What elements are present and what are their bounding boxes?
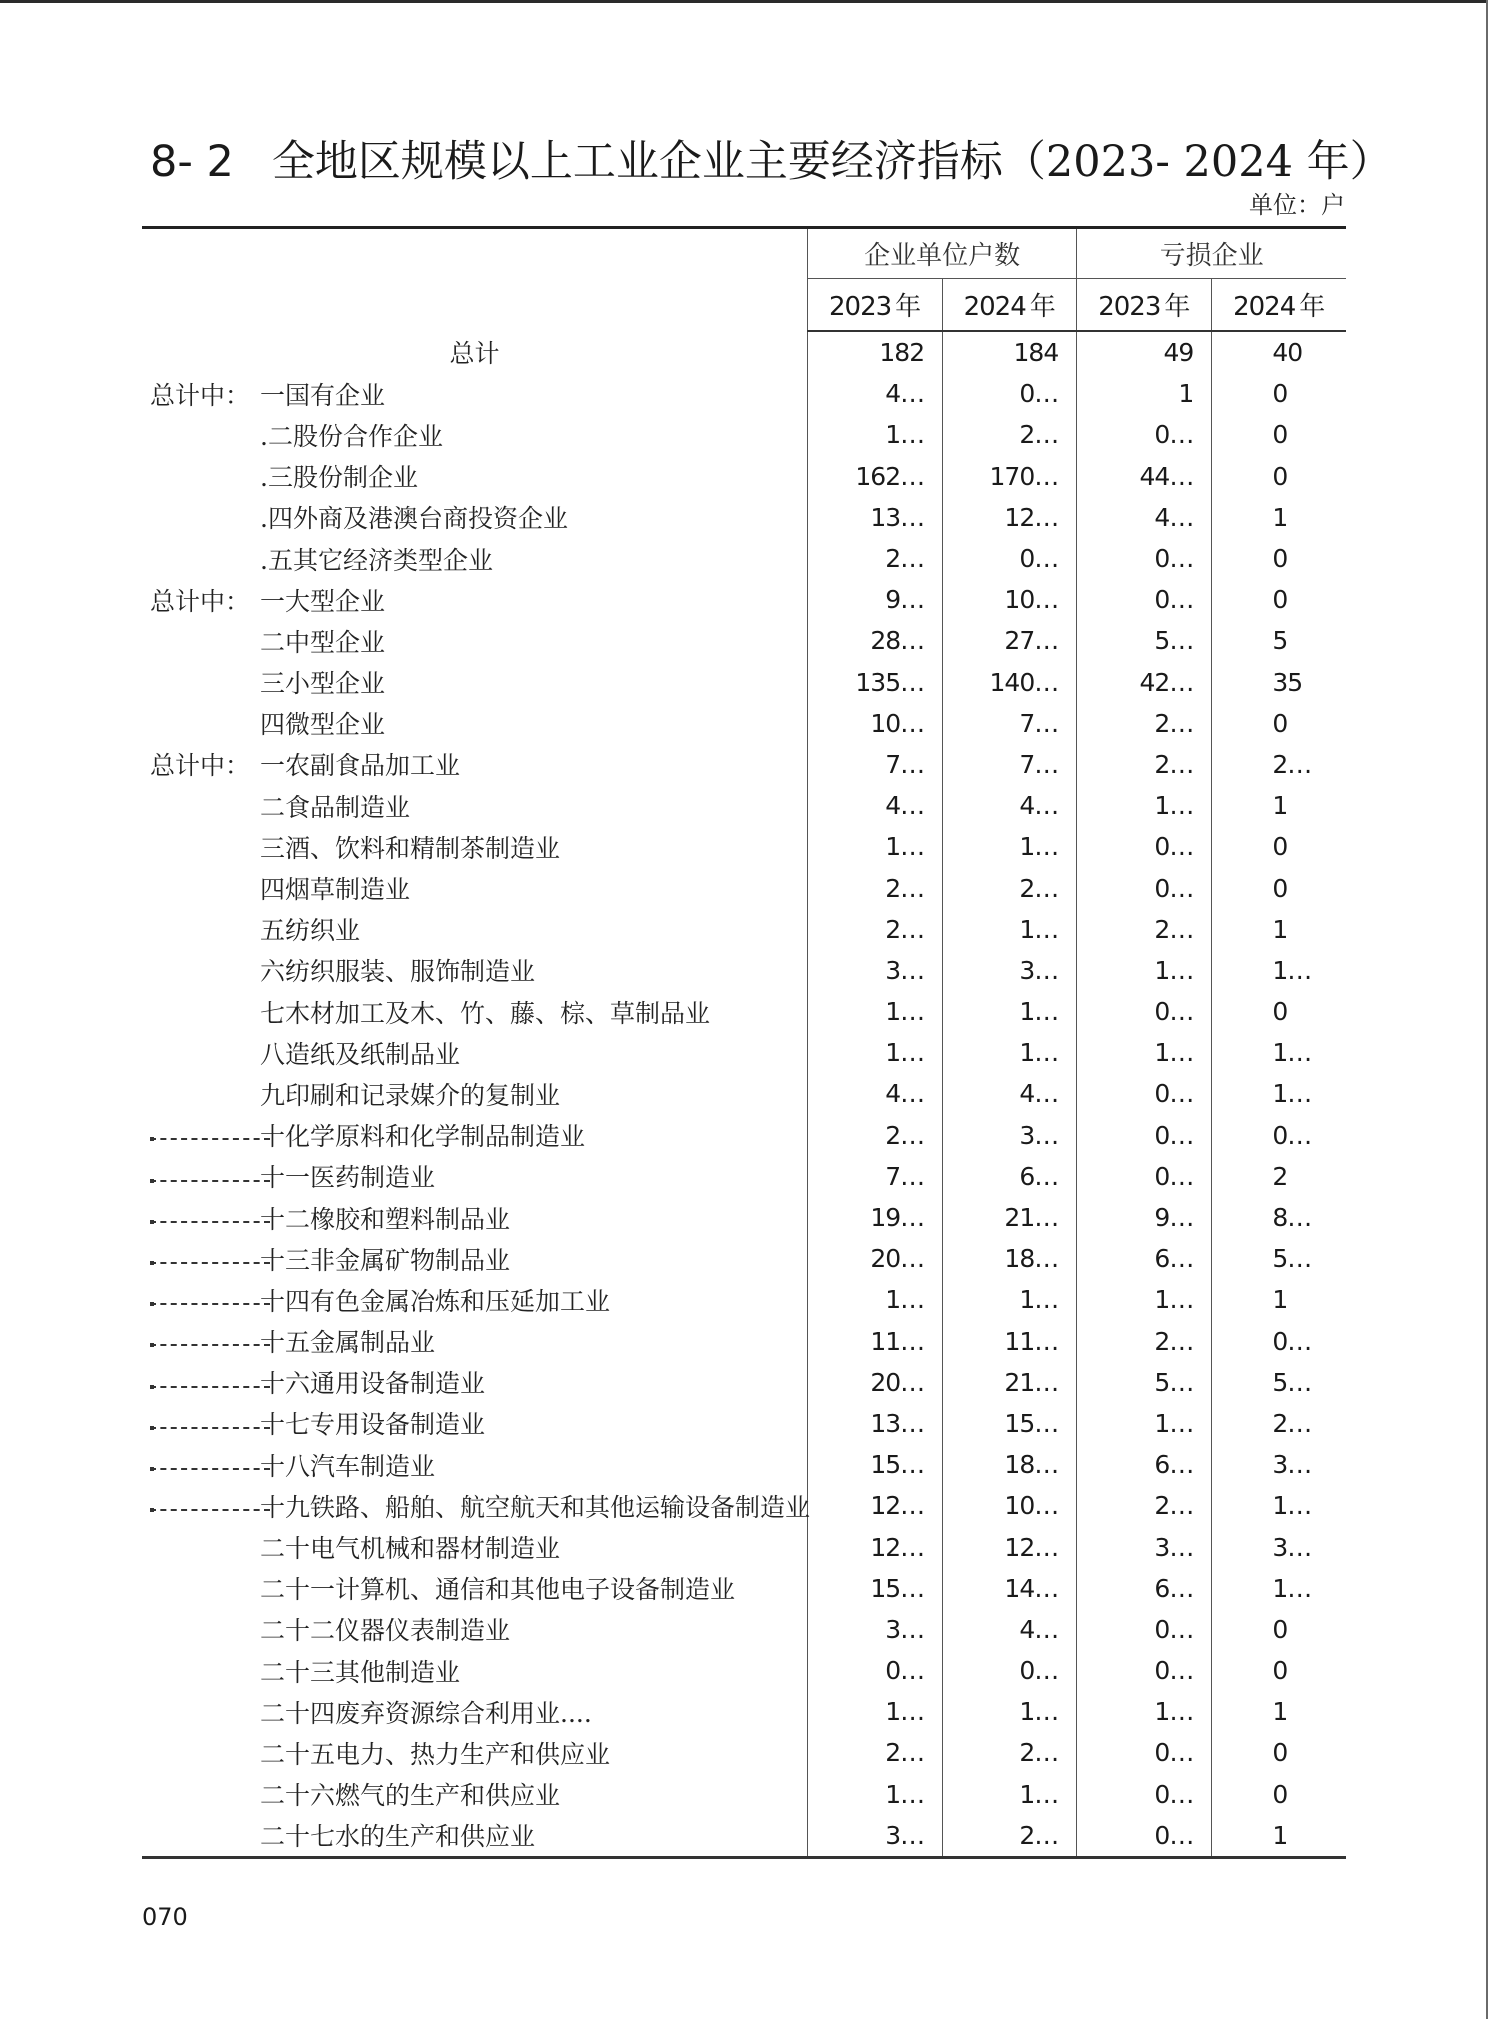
table-row (142, 620, 1346, 661)
value-cell: 1… (1077, 785, 1212, 826)
value-cell: 21… (943, 1362, 1077, 1403)
table-row (142, 538, 1346, 579)
row-label: 十化学原料和化学制品制造业 (260, 1122, 586, 1152)
table-row (142, 826, 1346, 867)
value-cell: 0 (1212, 1774, 1346, 1815)
value-cell: 7… (943, 744, 1077, 785)
value-cell: 3… (1212, 1444, 1346, 1485)
value-cell: 170… (943, 456, 1077, 497)
value-cell: 0 (1212, 579, 1346, 620)
table-row (142, 1526, 1346, 1567)
table-row (142, 1568, 1346, 1609)
dotted-leader-line (150, 1262, 270, 1264)
value-cell: 2… (943, 867, 1077, 908)
value-cell: 2… (1212, 744, 1346, 785)
table-row (142, 1444, 1346, 1485)
row-label-cell (142, 1609, 808, 1650)
row-label-cell (142, 1691, 808, 1732)
value-cell: 19… (808, 1197, 943, 1238)
dotted-leader-line (150, 1468, 270, 1470)
table-row (142, 662, 1346, 703)
row-label-cell (142, 1444, 808, 1485)
value-cell: 4… (943, 1609, 1077, 1650)
row-label: 二十四废弃资源综合利用业.... (260, 1698, 592, 1728)
value-cell: 12… (943, 497, 1077, 538)
row-label: 总计 (449, 339, 500, 369)
row-label-cell (142, 1526, 808, 1567)
table-row (142, 703, 1346, 744)
value-cell: 0… (1212, 1115, 1346, 1156)
value-cell: 10… (943, 579, 1077, 620)
value-cell: 2 (1212, 1156, 1346, 1197)
value-cell: 1… (1077, 1403, 1212, 1444)
table-row (142, 1115, 1346, 1156)
table-row (142, 1073, 1346, 1114)
row-prefix: 总计中： (150, 751, 251, 781)
dotted-leader-line (150, 1138, 270, 1140)
row-label: 十五金属制品业 (260, 1328, 436, 1358)
row-label: .三股份制企业 (260, 463, 418, 493)
value-cell: 0… (943, 538, 1077, 579)
value-cell: 2… (943, 1732, 1077, 1773)
table-row (142, 1156, 1346, 1197)
value-cell: 3… (808, 950, 943, 991)
dotted-leader-line (150, 1386, 270, 1388)
value-cell: 1… (808, 1691, 943, 1732)
value-cell: 3… (1077, 1526, 1212, 1567)
value-cell: 35 (1212, 662, 1346, 703)
row-label-cell (142, 1032, 808, 1073)
value-cell: 0 (1212, 456, 1346, 497)
header-row-groups (142, 228, 1346, 279)
value-cell: 7… (943, 703, 1077, 744)
value-cell: 0… (1077, 1073, 1212, 1114)
table-row (142, 1279, 1346, 1320)
row-label: 七木材加工及木、竹、藤、棕、草制品业 (260, 998, 711, 1028)
value-cell: 1 (1212, 1815, 1346, 1858)
table-row (142, 991, 1346, 1032)
page-title (150, 136, 1393, 188)
row-prefix: 总计中： (150, 586, 251, 616)
row-label-cell (142, 744, 808, 785)
row-label: 二十三其他制造业 (260, 1657, 461, 1687)
value-cell: 7… (808, 744, 943, 785)
value-cell: 0… (1077, 1774, 1212, 1815)
row-label: 八造纸及纸制品业 (260, 1039, 461, 1069)
table-row (142, 1609, 1346, 1650)
value-cell: 1… (1212, 1073, 1346, 1114)
value-cell: 2… (808, 1115, 943, 1156)
row-label-cell (142, 785, 808, 826)
row-label-cell (142, 950, 808, 991)
row-label-cell (142, 1197, 808, 1238)
row-label: 一大型企业 (260, 586, 386, 616)
value-cell: 1… (808, 1279, 943, 1320)
header-year-value: 2024 (963, 292, 1026, 322)
value-cell: 8… (1212, 1197, 1346, 1238)
value-cell: 1… (943, 1279, 1077, 1320)
value-cell: 2… (1077, 1485, 1212, 1526)
row-label: 五纺织业 (260, 916, 361, 946)
dotted-leader-line (150, 1509, 270, 1511)
value-cell: 1 (1212, 497, 1346, 538)
row-label-cell (142, 909, 808, 950)
value-cell: 1… (943, 1774, 1077, 1815)
row-label-cell (142, 373, 808, 414)
value-cell: 13… (808, 497, 943, 538)
table-row (142, 950, 1346, 991)
value-cell: 12… (808, 1485, 943, 1526)
value-cell: 2… (1077, 909, 1212, 950)
value-cell: 1 (1212, 909, 1346, 950)
row-label: 十八汽车制造业 (260, 1451, 436, 1481)
header-year (1212, 279, 1346, 332)
value-cell: 2… (1077, 703, 1212, 744)
value-cell: 3… (943, 1115, 1077, 1156)
value-cell: 162… (808, 456, 943, 497)
value-cell: 0… (1077, 1732, 1212, 1773)
row-label: 十二橡胶和塑料制品业 (260, 1204, 511, 1234)
value-cell: 0… (808, 1650, 943, 1691)
header-year-value: 2023 (828, 292, 892, 322)
row-label: 二十七水的生产和供应业 (260, 1822, 536, 1852)
value-cell: 3… (808, 1609, 943, 1650)
value-cell: 0 (1212, 1650, 1346, 1691)
header-year-suffix: 年 (1299, 292, 1326, 322)
value-cell: 1… (1077, 1279, 1212, 1320)
row-label-cell (142, 497, 808, 538)
value-cell: 0 (1212, 538, 1346, 579)
value-cell: 1… (808, 414, 943, 455)
value-cell: 5… (1077, 1362, 1212, 1403)
value-cell: 0… (1077, 538, 1212, 579)
value-cell: 4… (943, 785, 1077, 826)
table-row (142, 1691, 1346, 1732)
value-cell: 6… (1077, 1568, 1212, 1609)
value-cell: 1… (943, 1691, 1077, 1732)
value-cell: 0… (1077, 1115, 1212, 1156)
value-cell: 0… (1077, 867, 1212, 908)
row-label: 二十五电力、热力生产和供应业 (260, 1739, 611, 1769)
table-row (142, 867, 1346, 908)
value-cell: 42… (1077, 662, 1212, 703)
value-cell: 1… (808, 991, 943, 1032)
value-cell: 1… (943, 826, 1077, 867)
value-cell: 2… (943, 414, 1077, 455)
row-label-cell (142, 414, 808, 455)
row-label-cell (142, 1568, 808, 1609)
table-row (142, 1321, 1346, 1362)
value-cell: 1… (1212, 1032, 1346, 1073)
value-cell: 1… (1077, 950, 1212, 991)
table-row (142, 1485, 1346, 1526)
value-cell: 4… (943, 1073, 1077, 1114)
value-cell: 1 (1212, 785, 1346, 826)
value-cell: 20… (808, 1362, 943, 1403)
value-cell: 1 (1212, 1279, 1346, 1320)
value-cell: 0… (1212, 1321, 1346, 1362)
value-cell: 4… (808, 373, 943, 414)
table-row (142, 1650, 1346, 1691)
row-label: 二中型企业 (260, 627, 386, 657)
row-label: 十七专用设备制造业 (260, 1410, 486, 1440)
value-cell: 182 (808, 331, 943, 373)
row-label: 十九铁路、船舶、航空航天和其他运输设备制造业 (260, 1492, 811, 1522)
value-cell: 3… (1212, 1526, 1346, 1567)
value-cell: 0… (1077, 1156, 1212, 1197)
table-row (142, 373, 1346, 414)
row-label-cell (142, 331, 808, 373)
value-cell: 0 (1212, 373, 1346, 414)
header-group-loss-making: 亏损企业 (1077, 228, 1346, 279)
row-label-cell (142, 1815, 808, 1858)
header-year-value: 2023 (1098, 292, 1161, 322)
header-year-suffix: 年 (1029, 292, 1056, 322)
row-label-cell (142, 1485, 811, 1526)
value-cell: 140… (943, 662, 1077, 703)
value-cell: 1… (1212, 1568, 1346, 1609)
value-cell: 18… (943, 1238, 1077, 1279)
header-year-value: 2024 (1233, 292, 1296, 322)
row-label: 二十电气机械和器材制造业 (260, 1534, 561, 1564)
value-cell: 0 (1212, 991, 1346, 1032)
value-cell: 0 (1212, 1609, 1346, 1650)
value-cell: 15… (808, 1568, 943, 1609)
row-label-cell (142, 1362, 808, 1403)
table-row (142, 497, 1346, 538)
value-cell: 2… (808, 538, 943, 579)
row-label: 二十一计算机、通信和其他电子设备制造业 (260, 1575, 736, 1605)
value-cell: 2… (808, 867, 943, 908)
value-cell: 0… (1077, 991, 1212, 1032)
value-cell: 10… (808, 703, 943, 744)
row-label-cell (142, 1321, 808, 1362)
value-cell: 27… (943, 620, 1077, 661)
value-cell: 135… (808, 662, 943, 703)
row-label-cell (142, 1073, 808, 1114)
value-cell: 1… (808, 826, 943, 867)
value-cell: 11… (808, 1321, 943, 1362)
row-label-cell (142, 579, 808, 620)
value-cell: 1… (808, 1774, 943, 1815)
value-cell: 40 (1212, 331, 1346, 373)
row-label-cell (142, 703, 808, 744)
value-cell: 6… (1077, 1444, 1212, 1485)
value-cell: 11… (943, 1321, 1077, 1362)
header-year (808, 279, 943, 332)
table-row (142, 744, 1346, 785)
table-row (142, 1238, 1346, 1279)
value-cell: 2… (1077, 1321, 1212, 1362)
row-label-cell (142, 1238, 808, 1279)
value-cell: 18… (943, 1444, 1077, 1485)
value-cell: 28… (808, 620, 943, 661)
value-cell: 10… (943, 1485, 1077, 1526)
value-cell: 0 (1212, 1732, 1346, 1773)
value-cell: 7… (808, 1156, 943, 1197)
header-year (1077, 279, 1212, 332)
value-cell: 0 (1212, 703, 1346, 744)
value-cell: 0… (1077, 579, 1212, 620)
row-prefix: 总计中： (150, 380, 251, 410)
value-cell: 0 (1212, 867, 1346, 908)
value-cell: 5 (1212, 620, 1346, 661)
row-label-cell (142, 1156, 808, 1197)
table-row (142, 785, 1346, 826)
value-cell: 0… (1077, 826, 1212, 867)
value-cell: 1… (1077, 1032, 1212, 1073)
table-title-text: 全地区规模以上工业企业主要经济指标（2023- 2024 年） (271, 137, 1393, 187)
row-label-cell (142, 1279, 808, 1320)
table-row (142, 456, 1346, 497)
dotted-leader-line (150, 1344, 270, 1346)
table-row (142, 1197, 1346, 1238)
value-cell: 0 (1212, 414, 1346, 455)
row-label-cell (142, 1115, 808, 1156)
table-row (142, 414, 1346, 455)
row-label: 十三非金属矿物制品业 (260, 1245, 511, 1275)
row-label: 一农副食品加工业 (260, 751, 461, 781)
row-label: .四外商及港澳台商投资企业 (260, 504, 568, 534)
value-cell: 2… (808, 909, 943, 950)
dotted-leader-line (150, 1303, 270, 1305)
value-cell: 5… (1212, 1238, 1346, 1279)
row-label: 十一医药制造业 (260, 1163, 436, 1193)
value-cell: 12… (943, 1526, 1077, 1567)
row-label-cell (142, 620, 808, 661)
row-label-cell (142, 1732, 808, 1773)
value-cell: 5… (1077, 620, 1212, 661)
header-year-suffix: 年 (895, 292, 922, 322)
row-label: 十六通用设备制造业 (260, 1369, 486, 1399)
value-cell: 0… (1077, 1815, 1212, 1858)
value-cell: 1… (1077, 1691, 1212, 1732)
header-blank-cell (142, 228, 808, 332)
row-label-cell (142, 826, 808, 867)
dotted-leader-line (150, 1221, 270, 1223)
row-label: 一国有企业 (260, 380, 386, 410)
value-cell: 184 (943, 331, 1077, 373)
table-row (142, 1774, 1346, 1815)
row-label-cell (142, 867, 808, 908)
table-row (142, 909, 1346, 950)
value-cell: 1… (1212, 1485, 1346, 1526)
value-cell: 20… (808, 1238, 943, 1279)
row-label: 二十二仪器仪表制造业 (260, 1616, 511, 1646)
value-cell: 0… (1077, 414, 1212, 455)
page-top-border (0, 0, 1488, 3)
value-cell: 2… (943, 1815, 1077, 1858)
value-cell: 3… (943, 950, 1077, 991)
value-cell: 0… (943, 1650, 1077, 1691)
value-cell: 1… (943, 1032, 1077, 1073)
row-label-cell (142, 1650, 808, 1691)
table-row (142, 1732, 1346, 1773)
row-label: .五其它经济类型企业 (260, 545, 493, 575)
row-label-cell (142, 456, 808, 497)
value-cell: 9… (1077, 1197, 1212, 1238)
value-cell: 0… (1077, 1609, 1212, 1650)
header-year (943, 279, 1077, 332)
value-cell: 15… (943, 1403, 1077, 1444)
value-cell: 0… (943, 373, 1077, 414)
value-cell: 12… (808, 1526, 943, 1567)
value-cell: 4… (808, 1073, 943, 1114)
value-cell: 49 (1077, 331, 1212, 373)
dotted-leader-line (150, 1427, 270, 1429)
row-label: 四烟草制造业 (260, 875, 411, 905)
value-cell: 6… (943, 1156, 1077, 1197)
indicator-table (142, 226, 1346, 1859)
row-label-cell (142, 662, 808, 703)
row-label: 二十六燃气的生产和供应业 (260, 1781, 561, 1811)
value-cell: 9… (808, 579, 943, 620)
table-number: 8- 2 (150, 137, 234, 187)
value-cell: 1… (943, 909, 1077, 950)
dotted-leader-line (150, 1180, 270, 1182)
value-cell: 4… (1077, 497, 1212, 538)
row-label-cell (142, 991, 808, 1032)
header-year-suffix: 年 (1164, 292, 1191, 322)
row-label: 十四有色金属冶炼和压延加工业 (260, 1286, 611, 1316)
value-cell: 1… (943, 991, 1077, 1032)
table-row (142, 1403, 1346, 1444)
value-cell: 14… (943, 1568, 1077, 1609)
value-cell: 1 (1077, 373, 1212, 414)
value-cell: 5… (1212, 1362, 1346, 1403)
value-cell: 1… (1212, 950, 1346, 991)
row-label: 六纺织服装、服饰制造业 (260, 957, 536, 987)
header-group-enterprise-count: 企业单位户数 (808, 228, 1077, 279)
table-row (142, 1032, 1346, 1073)
value-cell: 1… (808, 1032, 943, 1073)
value-cell: 15… (808, 1444, 943, 1485)
value-cell: 4… (808, 785, 943, 826)
value-cell: 44… (1077, 456, 1212, 497)
table-row (142, 331, 1346, 373)
value-cell: 0… (1077, 1650, 1212, 1691)
value-cell: 2… (1212, 1403, 1346, 1444)
value-cell: 13… (808, 1403, 943, 1444)
value-cell: 6… (1077, 1238, 1212, 1279)
row-label-cell (142, 538, 808, 579)
table-body (142, 331, 1346, 1857)
row-label: 二食品制造业 (260, 792, 411, 822)
row-label-cell (142, 1403, 808, 1444)
value-cell: 2… (1077, 744, 1212, 785)
unit-label: 单位：户 (1249, 191, 1345, 219)
row-label: 三酒、饮料和精制茶制造业 (260, 833, 561, 863)
row-label: 九印刷和记录媒介的复制业 (260, 1080, 561, 1110)
row-label: 四微型企业 (260, 710, 386, 740)
row-label: 三小型企业 (260, 669, 386, 699)
row-label-cell (142, 1774, 808, 1815)
table-row (142, 579, 1346, 620)
row-label: .二股份合作企业 (260, 421, 443, 451)
value-cell: 21… (943, 1197, 1077, 1238)
table-row (142, 1362, 1346, 1403)
value-cell: 2… (808, 1732, 943, 1773)
table-row (142, 1815, 1346, 1858)
page-number: 070 (142, 1903, 188, 1931)
value-cell: 0 (1212, 826, 1346, 867)
value-cell: 1 (1212, 1691, 1346, 1732)
value-cell: 3… (808, 1815, 943, 1858)
